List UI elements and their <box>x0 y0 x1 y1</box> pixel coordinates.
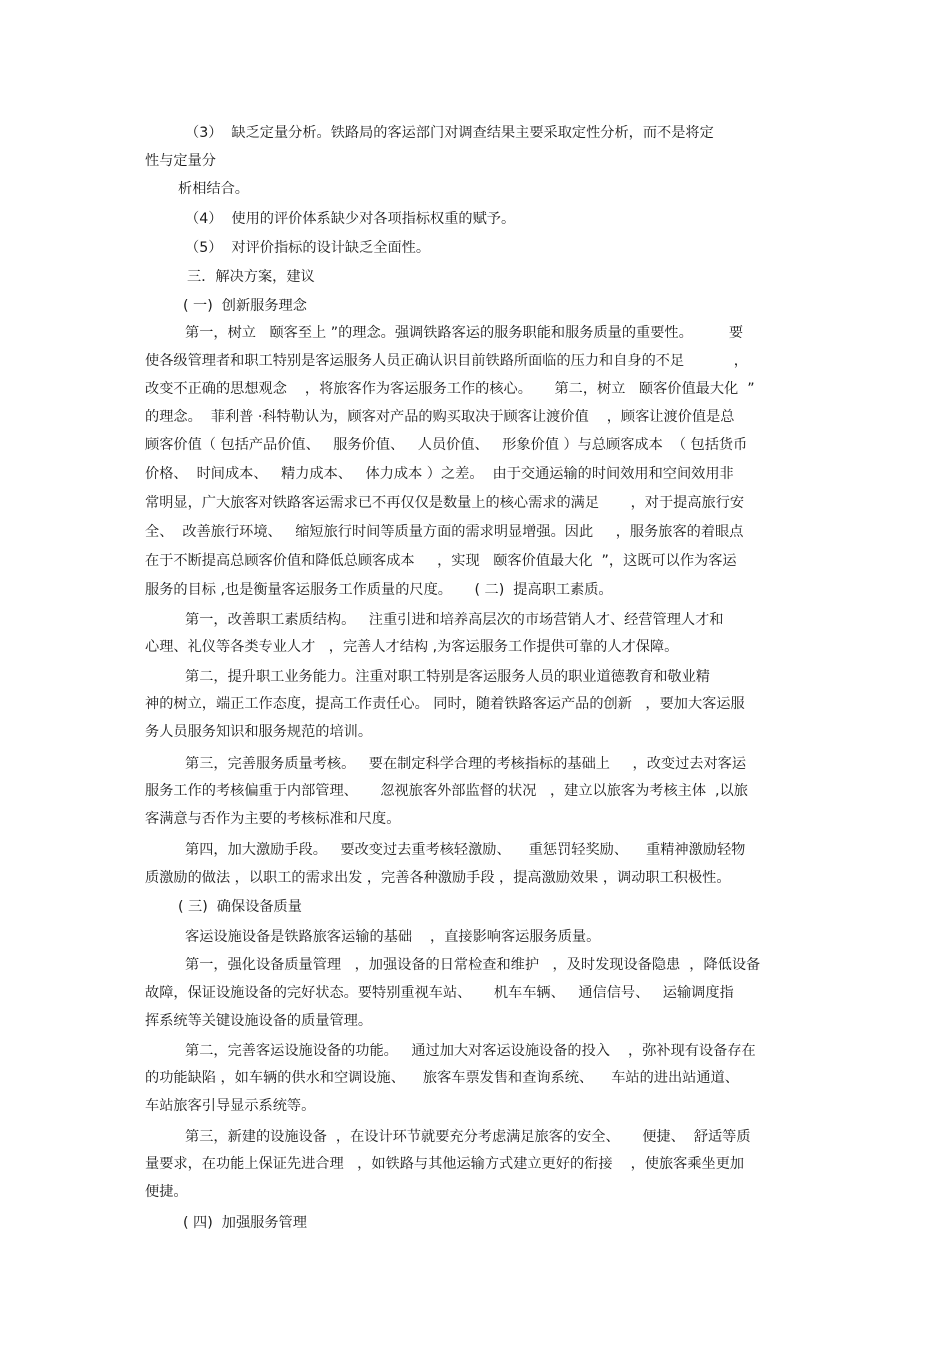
paragraph-line: 便捷。 <box>145 1184 188 1200</box>
paragraph-line: 第一，树立 颐客至上 ”的理念。强调铁路客运的服务职能和服务质量的重要性。 要 <box>185 325 744 341</box>
paragraph-line: 车站旅客引导显示系统等。 <box>145 1098 316 1114</box>
paragraph-line: 第一，改善职工素质结构。 注重引进和培养高层次的市场营销人才、经营管理人才和 <box>185 612 724 628</box>
paragraph-line: 的功能缺陷 ，如车辆的供水和空调设施、 旅客车票发售和查询系统、 车站的进出站通道、 <box>145 1070 739 1086</box>
paragraph-line: 神的树立，端正工作态度，提高工作责任心。 同时，随着铁路客运产品的创新 ，要加大客运服 <box>145 696 745 712</box>
paragraph-line: 量要求，在功能上保证先进合理 ，如铁路与其他运输方式建立更好的衔接 ，使旅客乘坐更加 <box>145 1156 745 1172</box>
paragraph-line: 服务的目标 ,也是衡量客运服务工作质量的尺度。 ( 二) 提高职工素质。 <box>145 582 613 598</box>
paragraph-line: 故障，保证设施设备的完好状态。要特别重视车站、 机车车辆、 通信信号、 运输调度指 <box>145 985 734 1001</box>
paragraph-line: 第三，新建的设施设备 ，在设计环节就要充分考虑满足旅客的安全、 便捷、 舒适等质 <box>185 1129 751 1145</box>
paragraph-line: 挥系统等关键设施设备的质量管理。 <box>145 1013 373 1029</box>
subsection-heading: ( 三) 确保设备质量 <box>178 899 302 915</box>
paragraph-line: 常明显，广大旅客对铁路客运需求已不再仅仅是数量上的核心需求的满足 ，对于提高旅行安 <box>145 495 745 511</box>
paragraph-line: 第三，完善服务质量考核。 要在制定科学合理的考核指标的基础上 ，改变过去对客运 <box>185 756 747 772</box>
subsection-heading: ( 一) 创新服务理念 <box>183 298 307 314</box>
paragraph-line: （3） 缺乏定量分析。铁路局的客运部门对调查结果主要采取定性分析，而不是将定 <box>185 125 714 141</box>
paragraph-line: 客运设施设备是铁路旅客运输的基础 ，直接影响客运服务质量。 <box>185 929 601 945</box>
paragraph-line: 全、 改善旅行环境、 缩短旅行时间等质量方面的需求明显增强。因此 ，服务旅客的着眼点 <box>145 524 744 540</box>
paragraph-line: 第一，强化设备质量管理 ，加强设备的日常检查和维护 ，及时发现设备隐患 ，降低设备 <box>185 957 761 973</box>
paragraph-line: 第二，提升职工业务能力。注重对职工特别是客运服务人员的职业道德教育和敬业精 <box>185 669 710 685</box>
paragraph-line: （5） 对评价指标的设计缺乏全面性。 <box>185 240 431 256</box>
paragraph-line: （4） 使用的评价体系缺少对各项指标权重的赋予。 <box>185 211 516 227</box>
paragraph-line: 顾客价值（ 包括产品价值、 服务价值、 人员价值、 形象价值 ）与总顾客成本 （ 包括货币 <box>145 437 748 453</box>
paragraph-line: 服务工作的考核偏重于内部管理、 忽视旅客外部监督的状况 ，建立以旅客为考核主体 ,以旅 <box>145 783 748 799</box>
paragraph-line: 在于不断提高总顾客价值和降低总顾客成本 ，实现 颐客价值最大化 ”，这既可以作为客运 <box>145 553 737 569</box>
subsection-heading: ( 四) 加强服务管理 <box>183 1215 307 1231</box>
paragraph-line: 第四，加大激励手段。 要改变过去重考核轻激励、 重惩罚轻奖励、 重精神激励轻物 <box>185 842 746 858</box>
section-heading: 三．解决方案，建议 <box>187 269 315 285</box>
paragraph-line: 性与定量分 <box>145 153 216 169</box>
paragraph-line: 改变不正确的思想观念 ，将旅客作为客运服务工作的核心。 第二，树立 颐客价值最大化 ” <box>145 381 755 397</box>
paragraph-line: 心理、礼仪等各类专业人才 ，完善人才结构 ,为客运服务工作提供可靠的人才保障。 <box>145 639 679 655</box>
paragraph-line: 析相结合。 <box>178 181 249 197</box>
paragraph-line: 使各级管理者和职工特别是客运服务人员正确认识目前铁路所面临的压力和自身的不足 ， <box>145 353 748 369</box>
paragraph-line: 价格、 时间成本、 精力成本、 体力成本 ）之差。 由于交通运输的时间效用和空间效用非 <box>145 466 734 482</box>
paragraph-line: 的理念。 菲利普 ·科特勒认为，顾客对产品的购买取决于顾客让渡价值 ，顾客让渡价值是总 <box>145 409 735 425</box>
paragraph-line: 客满意与否作为主要的考核标准和尺度。 <box>145 811 401 827</box>
paragraph-line: 务人员服务知识和服务规范的培训。 <box>145 724 373 740</box>
paragraph-line: 质激励的做法 ，以职工的需求出发 ，完善各种激励手段 ，提高激励效果 ，调动职工积极性。 <box>145 870 731 886</box>
paragraph-line: 第二，完善客运设施设备的功能。 通过加大对客运设施设备的投入 ，弥补现有设备存在 <box>185 1043 756 1059</box>
